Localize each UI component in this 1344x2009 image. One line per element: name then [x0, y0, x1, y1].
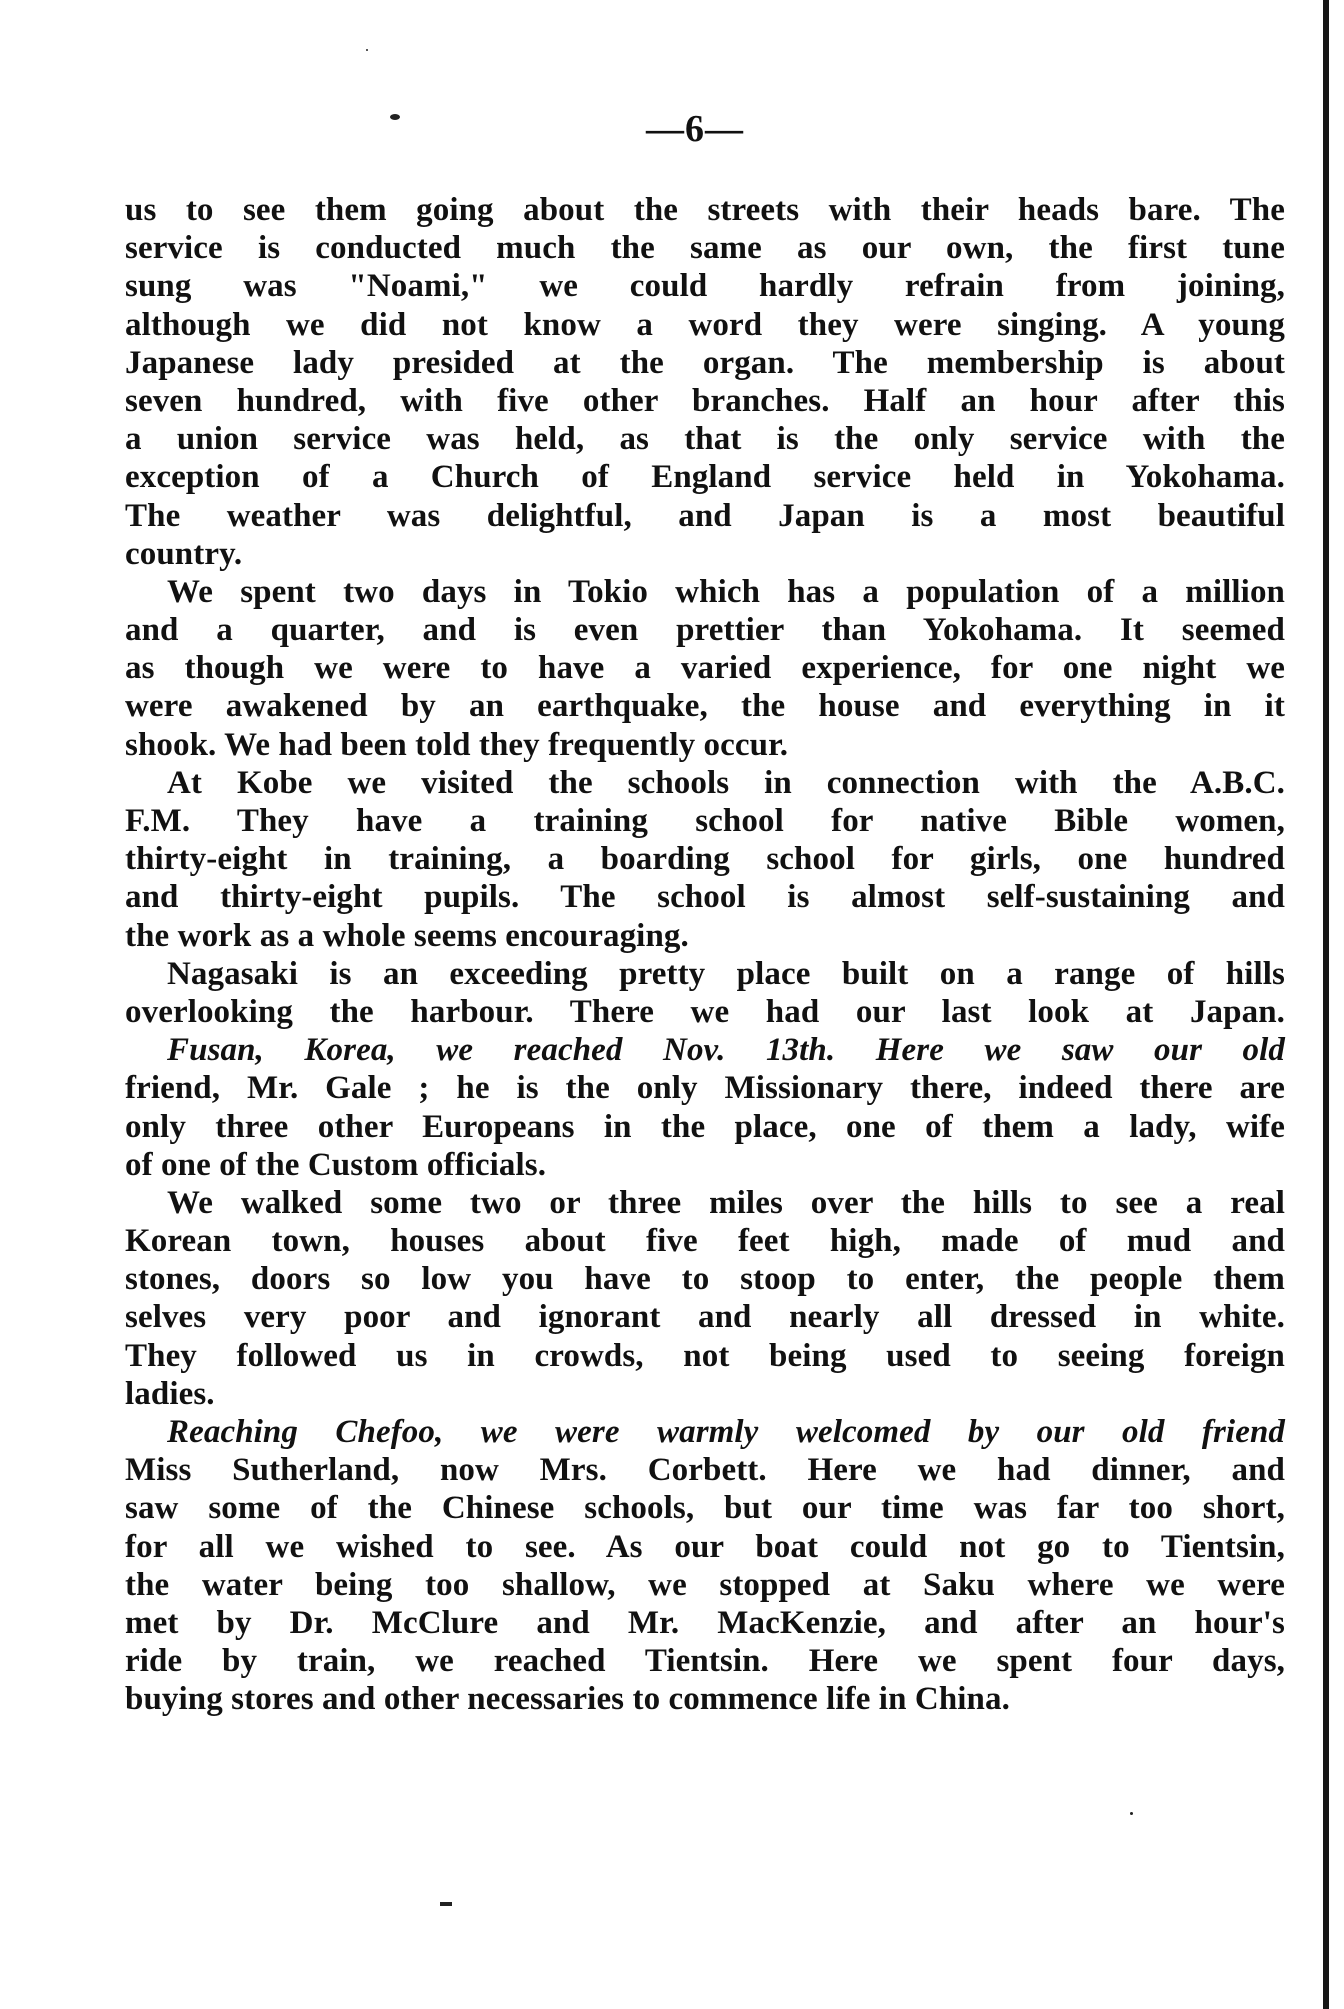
text-line: although we did not know a word they were singing. A young: [125, 306, 1285, 343]
text-line: We spent two days in Tokio which has a population of a million: [167, 573, 1285, 610]
text-line: exception of a Church of England service held in Yokohama.: [125, 459, 1285, 496]
text-line: ladies.: [125, 1375, 215, 1412]
text-line: saw some of the Chinese schools, but our time was far too short,: [125, 1490, 1285, 1527]
text-line: sung was "Noami," we could hardly refrain from joining,: [125, 268, 1285, 305]
text-line: ride by train, we reached Tientsin. Here we spent four days,: [125, 1643, 1285, 1680]
text-line: They followed us in crowds, not being used to seeing foreign: [125, 1337, 1285, 1374]
text-line: We walked some two or three miles over the hills to see a real: [167, 1184, 1285, 1221]
body-text: [125, 191, 1285, 1719]
text-line: country.: [125, 535, 243, 572]
scan-speck: [366, 49, 368, 51]
text-line: selves very poor and ignorant and nearly all dressed in white.: [125, 1299, 1285, 1336]
text-line: a union service was held, as that is the only service with the: [125, 421, 1285, 458]
text-line: seven hundred, with five other branches. Half an hour after this: [125, 382, 1285, 419]
text-line: service is conducted much the same as our own, the first tune: [125, 230, 1285, 267]
text-line: friend, Mr. Gale ; he is the only Missionary there, indeed there are: [125, 1070, 1285, 1107]
scan-speck: [390, 114, 400, 120]
text-line: us to see them going about the streets with their heads bare. The: [125, 192, 1285, 228]
text-line: thirty-eight in training, a boarding school for girls, one hundred: [125, 841, 1285, 878]
text-line: and a quarter, and is even prettier than Yokohama. It seemed: [125, 612, 1285, 649]
text-line: the work as a whole seems encouraging.: [125, 917, 689, 954]
footer-dash-mark: [440, 1902, 452, 1906]
text-line: At Kobe we visited the schools in connection with the A.B.C.: [167, 764, 1285, 801]
text-line: Miss Sutherland, now Mrs. Corbett. Here we had dinner, and: [125, 1452, 1285, 1489]
text-line: for all we wished to see. As our boat could not go to Tientsin,: [125, 1528, 1285, 1565]
text-line: buying stores and other necessaries to commence life in China.: [125, 1681, 1010, 1718]
text-line: Reaching Chefoo, we were warmly welcomed by our old friend: [167, 1414, 1285, 1450]
text-line: met by Dr. McClure and Mr. MacKenzie, and after an hour's: [125, 1604, 1285, 1641]
text-line: the water being too shallow, we stopped at Saku where we were: [125, 1566, 1285, 1603]
text-line: only three other Europeans in the place, one of them a lady, wife: [125, 1108, 1285, 1145]
scan-border-rule: [1323, 0, 1329, 2009]
text-line: Japanese lady presided at the organ. The membership is about: [125, 344, 1285, 381]
text-line: Fusan, Korea, we reached Nov. 13th. Here we saw our old: [167, 1032, 1285, 1069]
text-line: of one of the Custom officials.: [125, 1146, 547, 1183]
text-line: stones, doors so low you have to stoop to enter, the people them: [125, 1261, 1285, 1298]
text-line: Nagasaki is an exceeding pretty place built on a range of hills: [167, 955, 1285, 992]
scan-speck: [1130, 1812, 1133, 1815]
text-line: were awakened by an earthquake, the house and everything in it: [125, 688, 1285, 725]
text-line: overlooking the harbour. There we had our last look at Japan.: [125, 993, 1285, 1030]
text-line: and thirty-eight pupils. The school is almost self-sustaining and: [125, 879, 1285, 916]
text-line: F.M. They have a training school for native Bible women,: [125, 803, 1285, 839]
text-line: Korean town, houses about five feet high, made of mud and: [125, 1223, 1285, 1260]
text-line: The weather was delightful, and Japan is a most beautiful: [125, 497, 1285, 534]
text-line: shook. We had been told they frequently occur.: [125, 726, 789, 763]
page-number: —6—: [646, 108, 744, 150]
text-line: as though we were to have a varied experience, for one night we: [125, 650, 1285, 687]
